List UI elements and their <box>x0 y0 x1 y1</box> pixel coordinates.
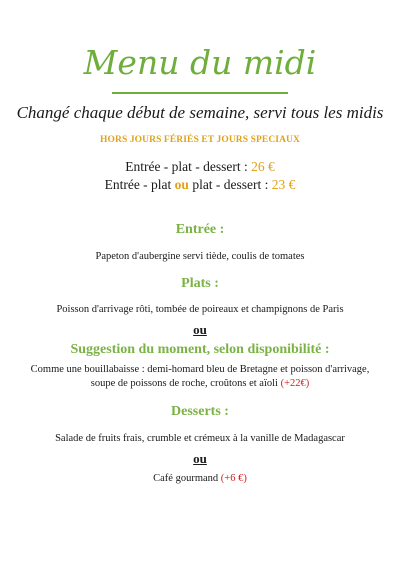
formula-two-price: 23 € <box>271 177 296 192</box>
desserts-or-separator: ou <box>193 451 207 466</box>
plats-or-separator: ou <box>193 322 207 337</box>
formula-full <box>0 160 400 174</box>
formula-full-label: Entrée - plat - dessert : <box>125 159 248 174</box>
menu-title: Menu du midi <box>83 43 317 82</box>
dessert-alt-supplement: (+6 €) <box>220 473 247 484</box>
entree-dish: Papeton d'aubergine servi tiède, coulis de tomates <box>95 251 305 262</box>
menu-subtitle: Changé chaque début de semaine, servi tous les midis <box>16 103 384 122</box>
dessert-alt-text: Café gourmand <box>153 473 219 484</box>
plat-dish: Poisson d'arrivage rôti, tombée de poireaux et champignons de Paris <box>56 304 344 315</box>
formula-or: ou <box>174 177 189 192</box>
dessert-alt <box>0 472 400 486</box>
entree-heading: Entrée : <box>175 222 225 237</box>
formula-two-part1: Entrée - plat <box>104 177 172 192</box>
suggestion-dish-text: Comme une bouillabaisse : demi-homard bleu de Bretagne et poisson d'arrivage, soupe de poissons de roche, croûtons et aïoli <box>30 364 370 389</box>
formula-two-part2: plat - dessert : <box>192 177 269 192</box>
suggestion-supplement: (+22€) <box>280 377 310 389</box>
suggestion-heading: Suggestion du moment, selon disponibilité : <box>70 342 330 357</box>
title-underline <box>112 92 288 94</box>
desserts-heading: Desserts : <box>171 404 229 419</box>
suggestion-dish <box>30 363 370 390</box>
dessert-dish: Salade de fruits frais, crumble et crémeux à la vanille de Madagascar <box>55 433 345 444</box>
exclusion-note: HORS JOURS FÉRIÉS ET JOURS SPECIAUX <box>100 135 300 145</box>
formula-full-price: 26 € <box>251 159 275 174</box>
plats-heading: Plats : <box>181 276 219 291</box>
formula-two-course <box>0 178 400 192</box>
